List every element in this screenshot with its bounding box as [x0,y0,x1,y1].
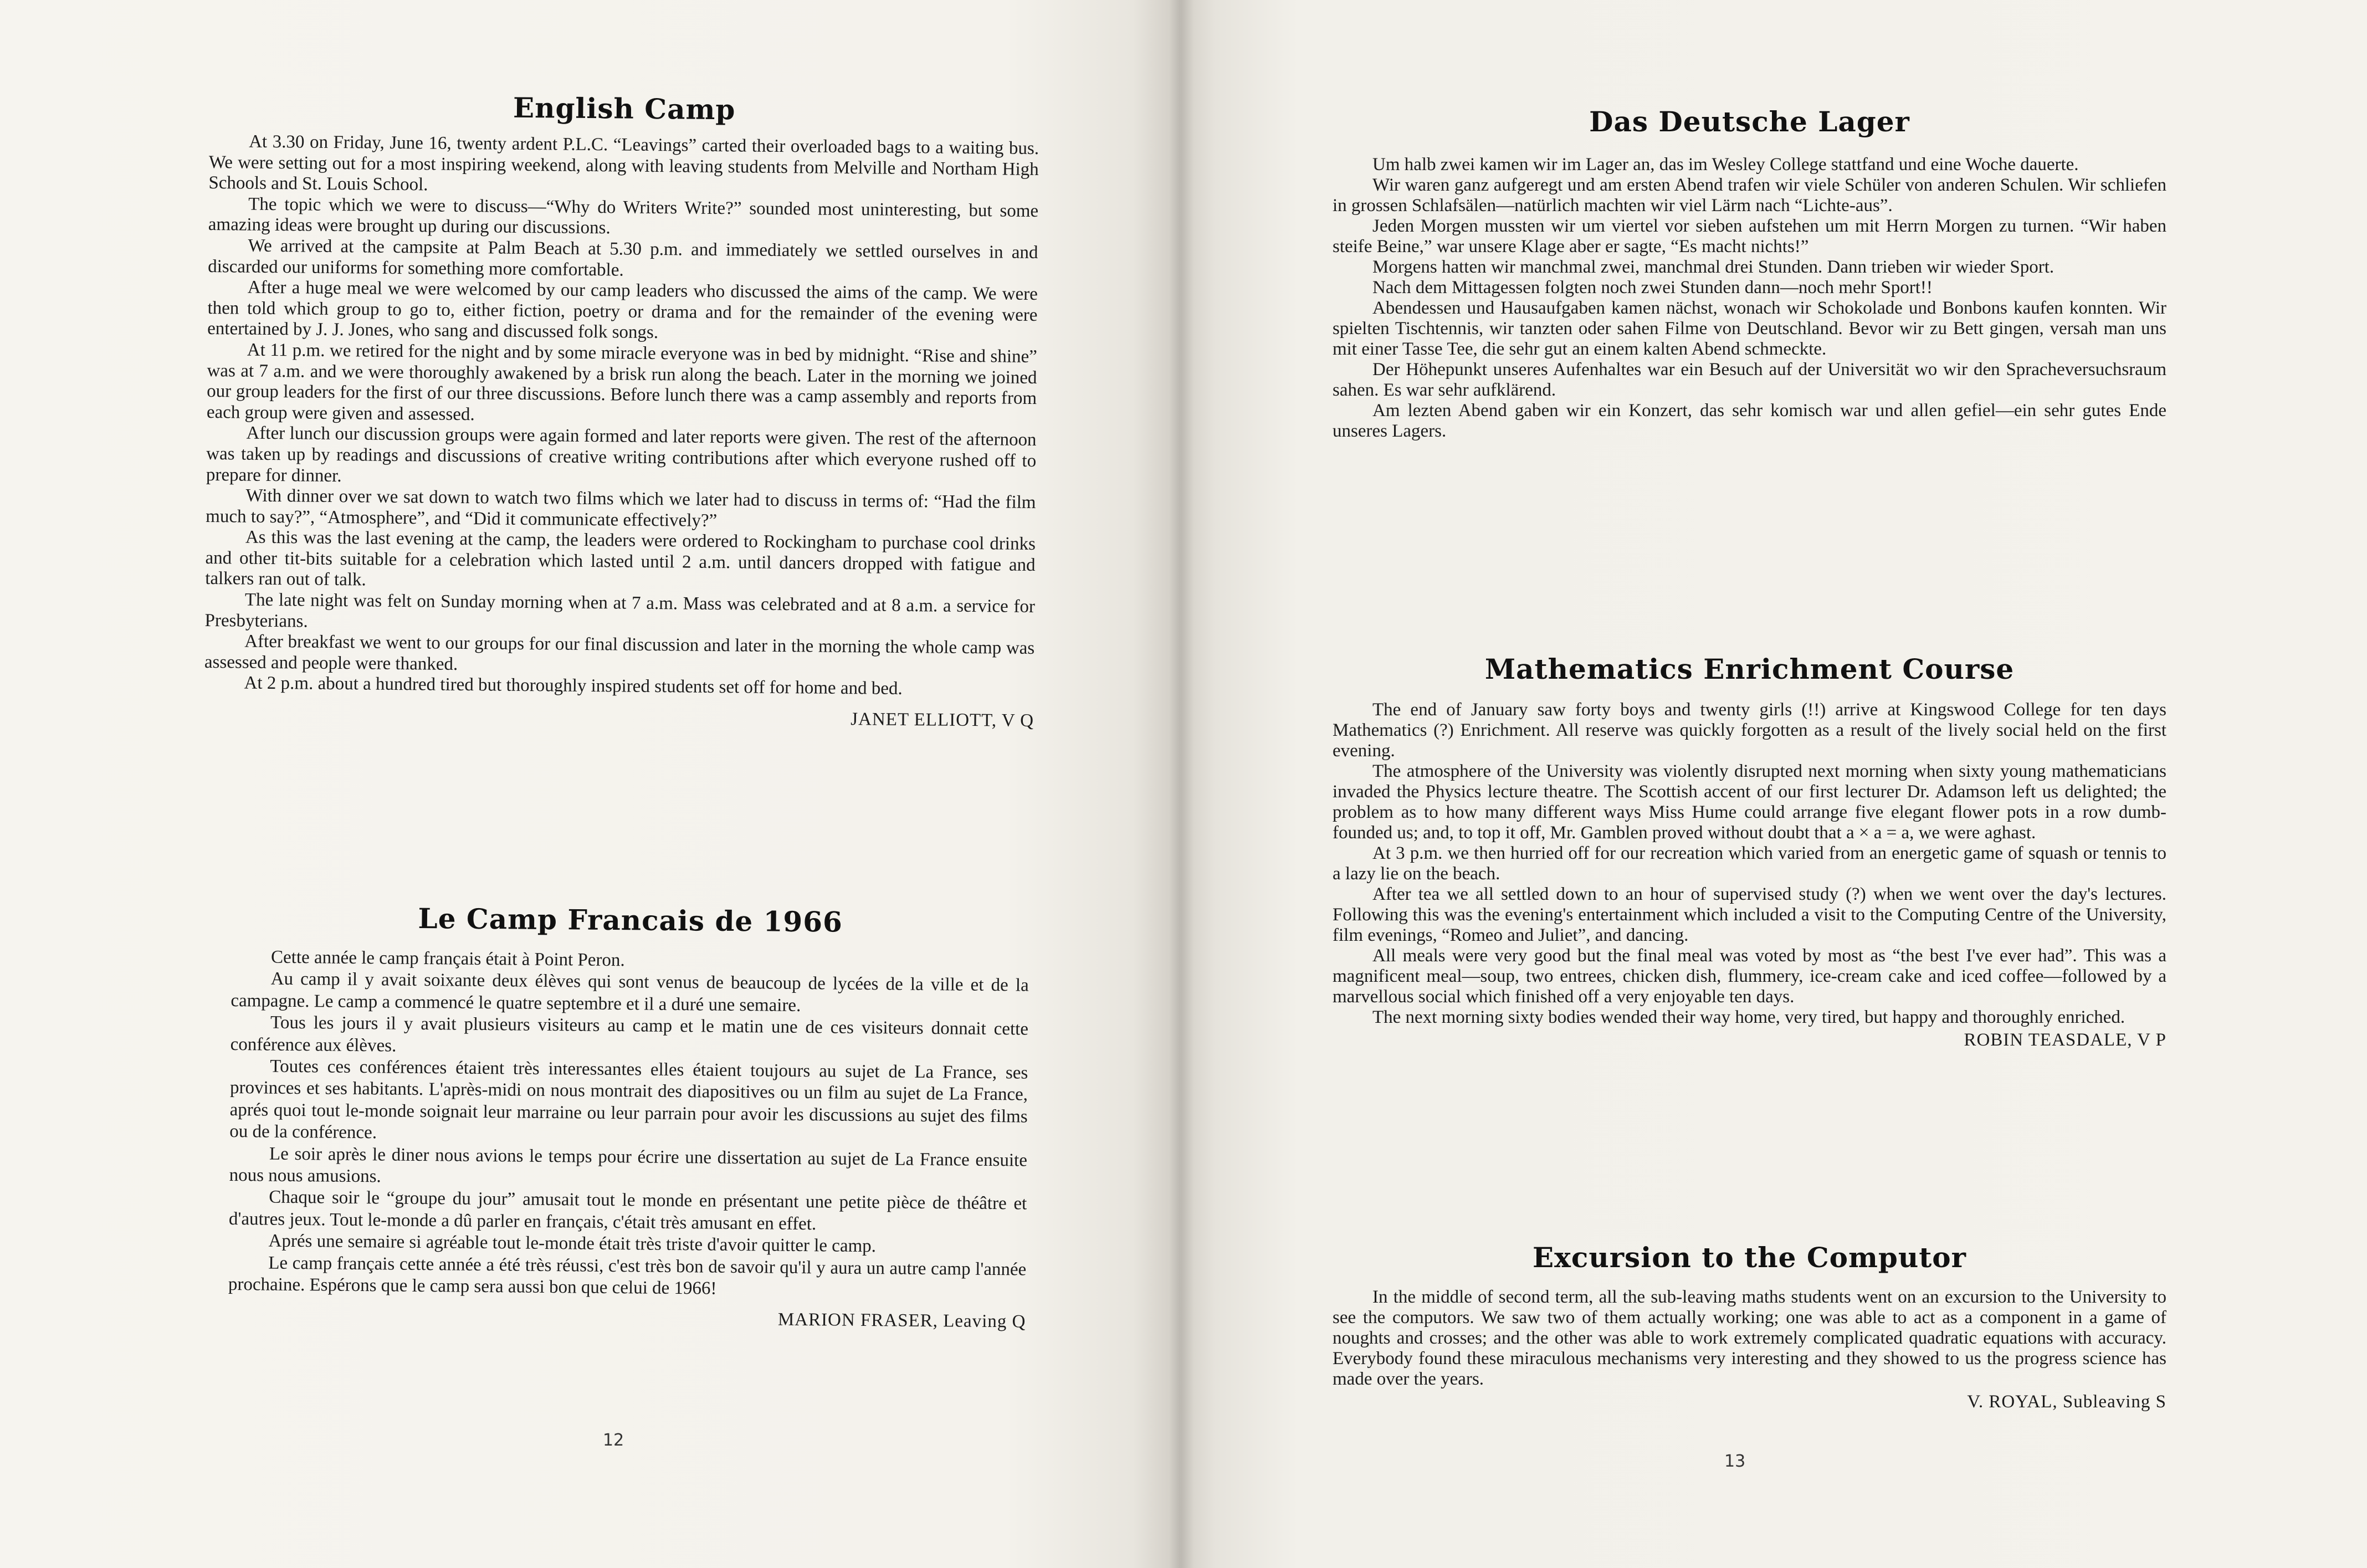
paragraph: Der Höhepunkt unseres Aufenhaltes war ein Besuch auf der Universität wo wir den Spracheversuchsraum sahen. Es war sehr aufklärend. [1333,360,2166,400]
paragraph: Jeden Morgen mussten wir um viertel vor sieben aufstehen um mit Herrn Morgen zu turnen. “Wir haben steife Beine,” war unsere Klage aber er sagte, “Es macht nichts!” [1333,216,2166,257]
article-title: Mathematics Enrichment Course [1484,653,2015,685]
paragraph: Chaque soir le “groupe du jour” amusait tout le monde en présentant une petite pièce de théâtre et d'autres jeux. Tout le-monde a dû parler en français, c'était très amusant en effet. [228,1187,1027,1234]
paragraph: Le camp français cette année a été très réussi, c'est très bon de savoir qu'il y aura un autre camp l'année prochaine. Espérons que le camp sera aussi bon que celui de 1966! [228,1253,1027,1299]
paragraph: Aprés une semaire si agréable tout le-monde était très triste d'avoir quitter le camp. [268,1231,877,1257]
paragraph: Morgens hatten wir manchmal zwei, manchmal drei Stunden. Dann trieben wir wieder Sport. [1372,257,2055,277]
page-number: 13 [1724,1452,1746,1471]
paragraph: The topic which we were to discuss—“Why do Writers Write?” sounded most uninteresting, but some amazing ideas were brought up during our discussions. [208,194,1039,238]
left-page [0,0,1180,1568]
article-title: Le Camp Francais de 1966 [418,901,843,939]
paragraph: All meals were very good but the final meal was voted by most as “the best I've ever had”. This was a magnificent meal—soup, two entrees, chicken dish, flummery, ice-cream cake and iced coffee—followed by a marvellous social which finished off a very enjoyable ten days. [1333,946,2166,1007]
article-title: Excursion to the Computor [1533,1241,1966,1274]
paragraph: Tous les jours il y avait plusieurs visiteurs au camp et le matin une de ces visiteurs donnait cette conférence aux élèves. [230,1012,1029,1056]
article-english-camp [204,89,1039,731]
author-signature: ROBIN TEASDALE, V P [1964,1030,2166,1050]
paragraph: At 11 p.m. we retired for the night and by some miracle everyone was in bed by midnight. “Rise and shine” was at 7 a.m. and we were thoroughly awakened by a brisk run along the beach. Later in the morning we joined our group leaders for the first of our three discussions. Before lunch there was a camp assembly and reports from each group were given and assessed. [206,340,1037,424]
paragraph: Um halb zwei kamen wir im Lager an, das im Wesley College stattfand und eine Woche dauerte. [1372,155,2079,175]
article-title: Das Deutsche Lager [1589,105,1910,138]
paragraph: With dinner over we sat down to watch two films which we later had to discuss in terms of: “Had the film much to say?”, “Atmosphere”, and “Did it communicate effectively?” [206,485,1036,531]
paragraph: As this was the last evening at the camp, the leaders were ordered to Rockingham to purchase cool drinks and other tit-bits suitable for a celebration which lasted until 2 a.m. until dancers dropped with fatigue and talkers ran out of talk. [205,527,1036,590]
paragraph: Wir waren ganz aufgeregt und am ersten Abend trafen wir viele Schüler von anderen Schulen. Wir schliefen in grossen Schlafsälen—natürlich machten wir viel Lärm nach “Lichte-aus”. [1333,175,2166,216]
paragraph: After a huge meal we were welcomed by our camp leaders who discussed the aims of the camp. We were then told which group to go to, either fiction, poetry or drama and for the remainder of the evening were entertained by J. J. Jones, who sang and discussed folk songs. [207,277,1038,343]
paragraph: The end of January saw forty boys and twenty girls (!!) arrive at Kingswood College for ten days Mathematics (?) Enrichment. All reserve was quickly forgotten as a result of the lively social held on the first evening. [1333,700,2166,761]
book-gutter [1169,0,1194,1568]
article-excursion-computor [1333,1241,2166,1412]
paragraph: Nach dem Mittagessen folgten noch zwei Stunden dann—noch mehr Sport!! [1372,278,1933,298]
author-signature: MARION FRASER, Leaving Q [777,1309,1026,1332]
paragraph: We arrived at the campsite at Palm Beach at 5.30 p.m. and immediately we settled ourselves in and discarded our uniforms for something more comfortable. [208,235,1038,280]
paragraph: After breakfast we went to our groups for our final discussion and later in the morning the whole camp was assessed and people were thanked. [204,631,1035,674]
paragraph: After tea we all settled down to an hour of supervised study (?) when we went over the day's lectures. Following this was the evening's entertainment which included a visit to the Computing Centre of the University, film evenings, “Romeo and Juliet”, and dancing. [1333,884,2166,945]
paragraph: Abendessen und Hausaufgaben kamen nächst, wonach wir Schokolade und Bonbons kaufen konnten. Wir spielten Tischtennis, wir tanzten oder sahen Filme von Deutschland. Bevor wir zu Bett gingen, versah man uns mit einer Tasse Tee, die sehr gut an einem kalten Abend schmeckte. [1333,298,2166,359]
paragraph: Toutes ces conférences étaient très interessantes elles étaient toujours au sujet de La France, ses provinces et ses habitants. L'après-midi on nous montrait des diapositives ou un film au sujet de La France, aprés quoi tout le-monde soignait leur marraine ou leur parrain pour avoir les discussions au sujet des films ou de la conférence. [229,1056,1028,1143]
article-camp-francais [228,900,1029,1332]
author-signature: JANET ELLIOTT, V Q [851,709,1034,731]
paragraph: The atmosphere of the University was violently disrupted next morning when sixty young mathematicians invaded the Physics lecture theatre. The Scottish accent of our first lecturer Dr. Adamson left us delighted; the problem as to how many different ways Miss Hume could arrange five elegant flower pots in a row dumb-founded us; and, to top it off, Mr. Gamblen proved without doubt that a × a = a, we were aghast. [1333,761,2166,843]
paragraph: In the middle of second term, all the sub-leaving maths students went on an excursion to the University to see the computors. We saw two of them actually working; one was able to act as a component in a game of noughts and crosses; and the other was able to work extremely complicated quadratic equations with accuracy. Everybody found these miraculous mechanisms very interesting and they showed to us the progress science has made over the years. [1333,1287,2166,1389]
page-number: 12 [603,1431,624,1450]
paragraph: At 3 p.m. we then hurried off for our recreation which varied from an energetic game of squash or tennis to a lazy lie on the beach. [1333,843,2166,884]
paragraph: Cette année le camp français était à Point Peron. [270,947,625,971]
article-deutsche-lager [1333,105,2166,442]
paragraph: At 2 p.m. about a hundred tired but thoroughly inspired students set off for home and bed. [244,673,903,699]
author-signature: V. ROYAL, Subleaving S [1967,1392,2166,1412]
paragraph: Am lezten Abend gaben wir ein Konzert, das sehr komisch war und allen gefiel—ein sehr gutes Ende unseres Lagers. [1333,401,2166,441]
paragraph: The late night was felt on Sunday morning when at 7 a.m. Mass was celebrated and at 8 a.m. a service for Presbyterians. [204,590,1036,632]
article-mathematics-enrichment [1333,653,2166,1051]
paragraph: After lunch our discussion groups were again formed and later reports were given. The rest of the afternoon was taken up by readings and discussions of creative writing contributions after which everyone rushed off to prepare for dinner. [206,423,1037,486]
paragraph: Au camp il y avait soixante deux élèves qui sont venus de beaucoup de lycées de la ville et de la campagne. Le camp a commencé le quatre septembre et il a duré une semaire. [230,969,1029,1016]
paragraph: At 3.30 on Friday, June 16, twenty ardent P.L.C. “Leavings” carted their overloaded bags to a waiting bus. We were setting out for a most inspiring weekend, along with leaving students from Melville and Northam High Schools and St. Louis School. [208,131,1039,195]
paragraph: The next morning sixty bodies wended their way home, very tired, but happy and thoroughly enriched. [1372,1007,2125,1027]
paragraph: Le soir après le diner nous avions le temps pour écrire une dissertation au sujet de La France ensuite nous nous amusions. [229,1144,1028,1187]
article-title: English Camp [513,91,736,126]
